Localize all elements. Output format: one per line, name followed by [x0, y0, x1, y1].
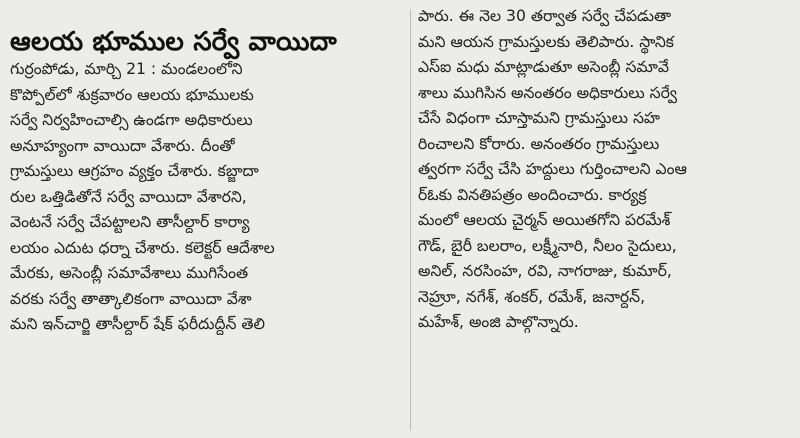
text-line: లయం ఎదుట ధర్నా చేశారు. కలెక్టర్ ఆదేశాల	[10, 238, 275, 257]
text-line: శాలు ముగిసిన అనంతరం అధికారులు సర్వే	[418, 83, 677, 102]
text-line: గుర్రంపోడు, మార్చి 21 : మండలంలోని	[10, 60, 243, 78]
text-line: మని ఆయన గ్రామస్తులకు తెలిపారు. స్థానిక	[418, 32, 674, 51]
text-line: వరకు సర్వే తాత్కాలికంగా వాయిదా వేశా	[10, 289, 252, 308]
text-line: వెంటనే సర్వే చేపట్టాలని తాసీల్దార్ కార్యా	[10, 213, 250, 231]
text-line: కొప్పోల్‌లో శుక్రవారం ఆలయ భూములకు	[10, 85, 254, 104]
text-line: మహేశ్, అంజి పాల్గొన్నారు.	[418, 313, 579, 331]
text-line: రుల ఒత్తిడితోనే సర్వే వాయిదా వేశారని,	[10, 187, 247, 206]
text-line: ఎస్ఐ మధు మాట్లాడుతూ అసెంబ్లీ సమావే	[418, 58, 670, 76]
article-headline: ఆలయ భూముల సర్వే వాయిదా	[10, 27, 337, 58]
text-line: ర్‌ఓకు వినతిపత్రం అందించారు. కార్యక్ర	[418, 185, 647, 204]
column-divider	[410, 10, 411, 430]
left-column-lines	[10, 57, 408, 338]
text-line: గ్రామస్తులు ఆగ్రహం వ్యక్తం చేశారు. కబ్జాదా	[10, 162, 259, 180]
text-line: రించాలని కోరారు. అనంతరం గ్రామస్తులు	[418, 134, 660, 153]
text-line: నెహ్రూ, నగేశ్, శంకర్, రమేశ్, జనార్దన్,	[418, 287, 646, 306]
text-line: గౌడ్, బైరీ బలరాం, లక్ష్మీనారి, నీలం సైదులు,	[418, 236, 677, 255]
text-line: అనిల్, నరసింహ, రవి, నాగరాజు, కుమార్,	[418, 262, 672, 280]
text-line: సర్వే నిర్వహించాల్సి ఉండగా అధికారులు	[10, 111, 253, 129]
text-line: మేరకు, అసెంబ్లీ సమావేశాలు ముగిసేంత	[10, 264, 249, 282]
text-line: మని ఇన్‌చార్జి తాసీల్దార్ షేక్ ఫరీదుద్దీన్ తెలి	[10, 315, 265, 333]
text-line: చేసే విధంగా చూస్తామని గ్రామస్తులు సహ	[418, 109, 661, 127]
text-line: త్వరగా సర్వే చేసి హద్దులు గుర్తించాలని ఎంఆ	[418, 160, 687, 178]
text-line: పారు. ఈ నెల 30 తర్వాత సర్వే చేపడుతా	[418, 7, 672, 25]
right-column-lines	[418, 4, 794, 336]
text-line: అనూహ్యంగా వాయిదా వేశారు. దీంతో	[10, 136, 235, 155]
text-line: మంలో ఆలయ చైర్మన్ అయితగోని పరమేశ్	[418, 211, 671, 229]
